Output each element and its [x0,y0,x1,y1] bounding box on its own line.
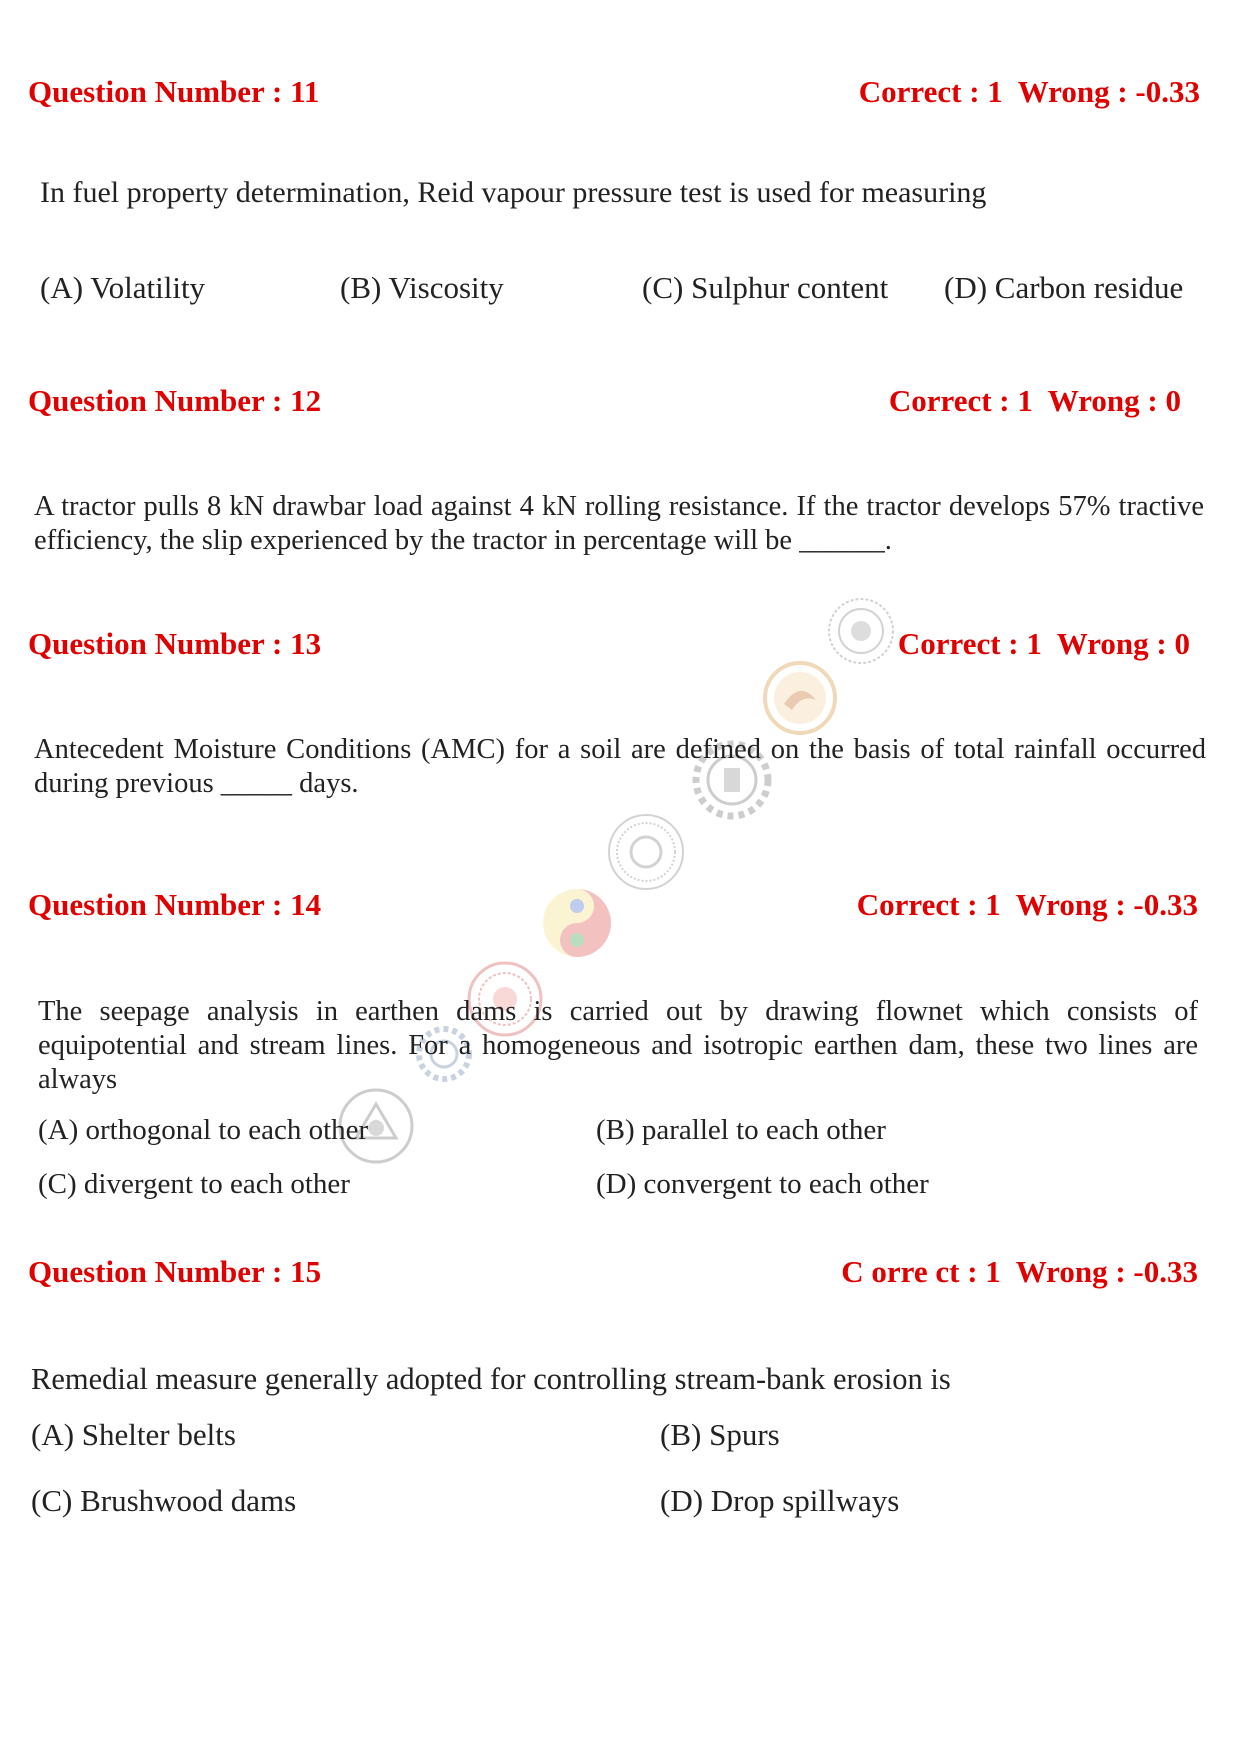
option-d: (D) Drop spillways [660,1483,900,1518]
option-b: (B) parallel to each other [596,1114,886,1146]
marking-scheme: Correct : 1 Wrong : -0.33 [856,887,1198,922]
question-stem: The seepage analysis in earthen dams is carried out by drawing flownet which consists of equipotential and stream lines. For a homogeneous and isotropic earthen dam, these two lines are always [38,996,1198,1095]
question-number: Question Number : 11 [28,74,320,109]
question-stem: In fuel property determination, Reid vapour pressure test is used for measuring [40,176,987,209]
question-number: Question Number : 12 [28,383,322,418]
question-number: Question Number : 14 [28,887,322,922]
marking-scheme: C orre ct : 1 Wrong : -0.33 [841,1254,1198,1289]
option-a: (A) Volatility [40,270,206,305]
option-d: (D) Carbon residue [944,270,1184,305]
option-b: (B) Spurs [660,1417,780,1452]
iit-seal-icon [606,812,686,892]
question-stem: A tractor pulls 8 kN drawbar load against 4 kN rolling resistance. If the tractor develops 57% tractive efficiency, the slip experienced by the tractor in percentage will be ______. [34,491,1204,556]
marking-scheme: Correct : 1 Wrong : 0 [897,626,1190,661]
marking-scheme: Correct : 1 Wrong : 0 [888,383,1181,418]
question-header [28,1254,1206,1294]
option-c: (C) divergent to each other [38,1168,350,1200]
marking-scheme: Correct : 1 Wrong : -0.33 [858,74,1200,109]
question-header [28,887,1206,927]
option-a: (A) Shelter belts [31,1417,236,1452]
option-c: (C) Brushwood dams [31,1483,297,1518]
option-c: (C) Sulphur content [642,270,889,305]
option-a: (A) orthogonal to each other [38,1114,369,1146]
iit-emblem-icon [762,660,838,736]
question-header [28,74,1206,114]
question-header [28,383,1206,423]
option-d: (D) convergent to each other [596,1168,929,1200]
question-stem: Antecedent Moisture Conditions (AMC) for a soil are defined on the basis of total rainfall occurred during previous _____ days. [34,734,1206,799]
question-stem: Remedial measure generally adopted for controlling stream-bank erosion is [31,1362,951,1396]
option-b: (B) Viscosity [340,270,504,305]
question-number: Question Number : 13 [28,626,322,661]
question-number: Question Number : 15 [28,1254,322,1289]
question-header [28,626,1206,666]
